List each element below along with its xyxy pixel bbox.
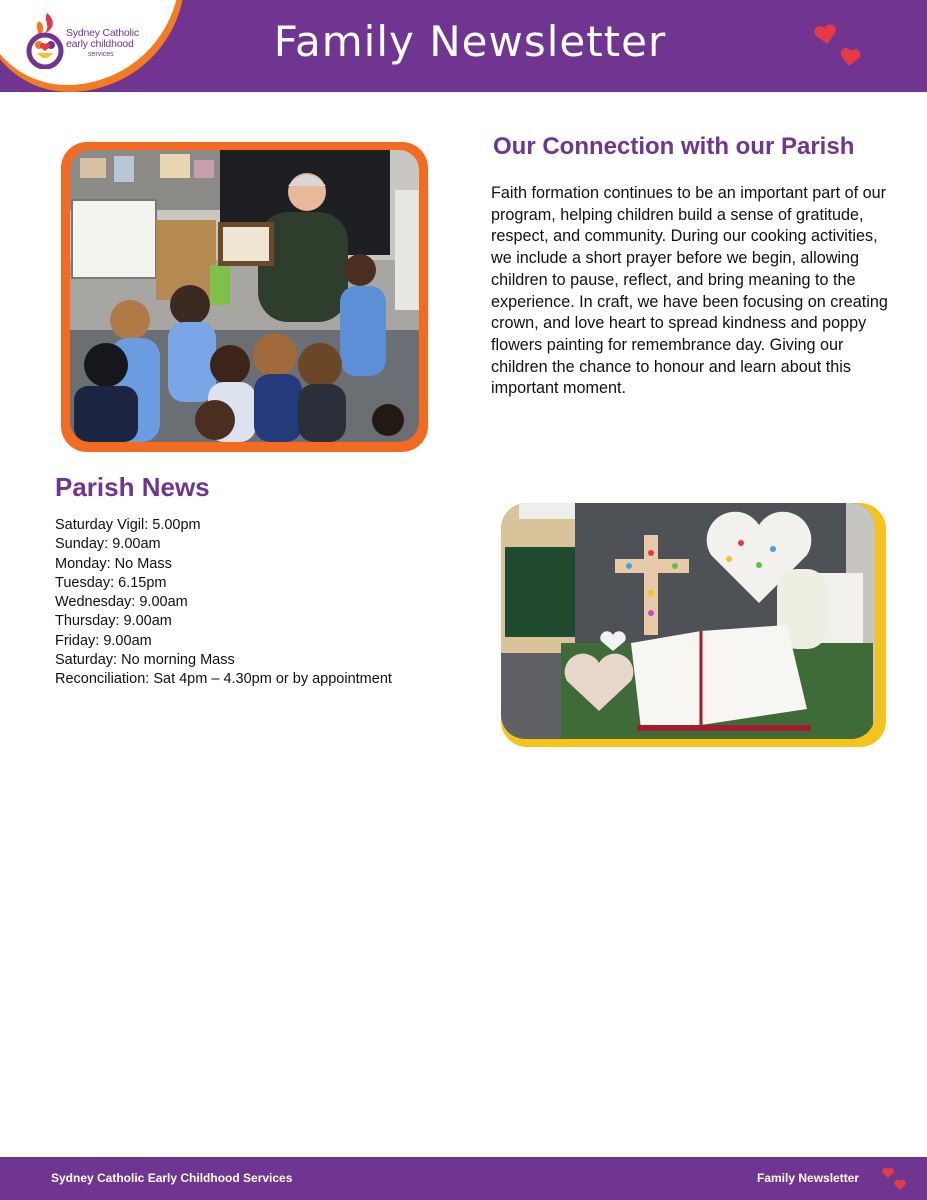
parish-visit-photo bbox=[61, 142, 428, 452]
mass-time-item: Monday: No Mass bbox=[55, 555, 172, 572]
mass-time-item: Thursday: 9.00am bbox=[55, 613, 172, 630]
footer-title: Family Newsletter bbox=[757, 1171, 860, 1185]
mass-time-item: Saturday Vigil: 5.00pm bbox=[55, 517, 201, 533]
mass-time-item: Reconciliation: Sat 4pm – 4.30pm or by appointment bbox=[55, 671, 392, 688]
logo-text bbox=[66, 28, 139, 59]
connection-body: Faith formation continues to be an important part of our program, helping children build a sense of gratitude, respect, and community. During our cooking activities, we include a short prayer before we begin, allowing children to pause, reflect, and bring meaning to the experience. In craft, we have been focusing on creating crown, and love heart to spread kindness and poppy flowers painting for remembrance day. Giving our children the chance to honour and learn about this important moment. bbox=[491, 184, 888, 398]
logo-line2: early childhood bbox=[66, 38, 134, 50]
prayer-table-photo-image bbox=[501, 503, 875, 739]
logo-line3: services bbox=[88, 51, 114, 58]
mass-time-item: Tuesday: 6.15pm bbox=[55, 574, 167, 591]
connection-heading: Our Connection with our Parish bbox=[493, 133, 855, 160]
header-banner bbox=[0, 0, 927, 92]
parish-news-heading: Parish News bbox=[55, 472, 210, 502]
footer-hearts-icon bbox=[880, 1166, 910, 1192]
mass-time-item: Saturday: No morning Mass bbox=[55, 652, 235, 669]
newsletter-title: Family Newsletter bbox=[273, 17, 667, 66]
prayer-table-photo bbox=[501, 503, 886, 747]
priest-children-illustration bbox=[70, 150, 419, 442]
mass-time-item: Sunday: 9.00am bbox=[55, 536, 161, 553]
logo-family-icon bbox=[25, 11, 65, 69]
mass-time-item: Wednesday: 9.00am bbox=[55, 594, 188, 611]
mass-times-list bbox=[55, 516, 392, 690]
prayer-table-illustration bbox=[501, 503, 875, 739]
hearts-icon bbox=[810, 22, 870, 72]
parish-visit-photo-image bbox=[70, 150, 419, 442]
footer-bar bbox=[0, 1157, 927, 1200]
mass-time-item: Friday: 9.00am bbox=[55, 632, 152, 649]
logo bbox=[0, 0, 190, 92]
logo-line1: Sydney Catholic bbox=[66, 27, 139, 39]
footer-organisation: Sydney Catholic Early Childhood Services bbox=[51, 1171, 293, 1185]
